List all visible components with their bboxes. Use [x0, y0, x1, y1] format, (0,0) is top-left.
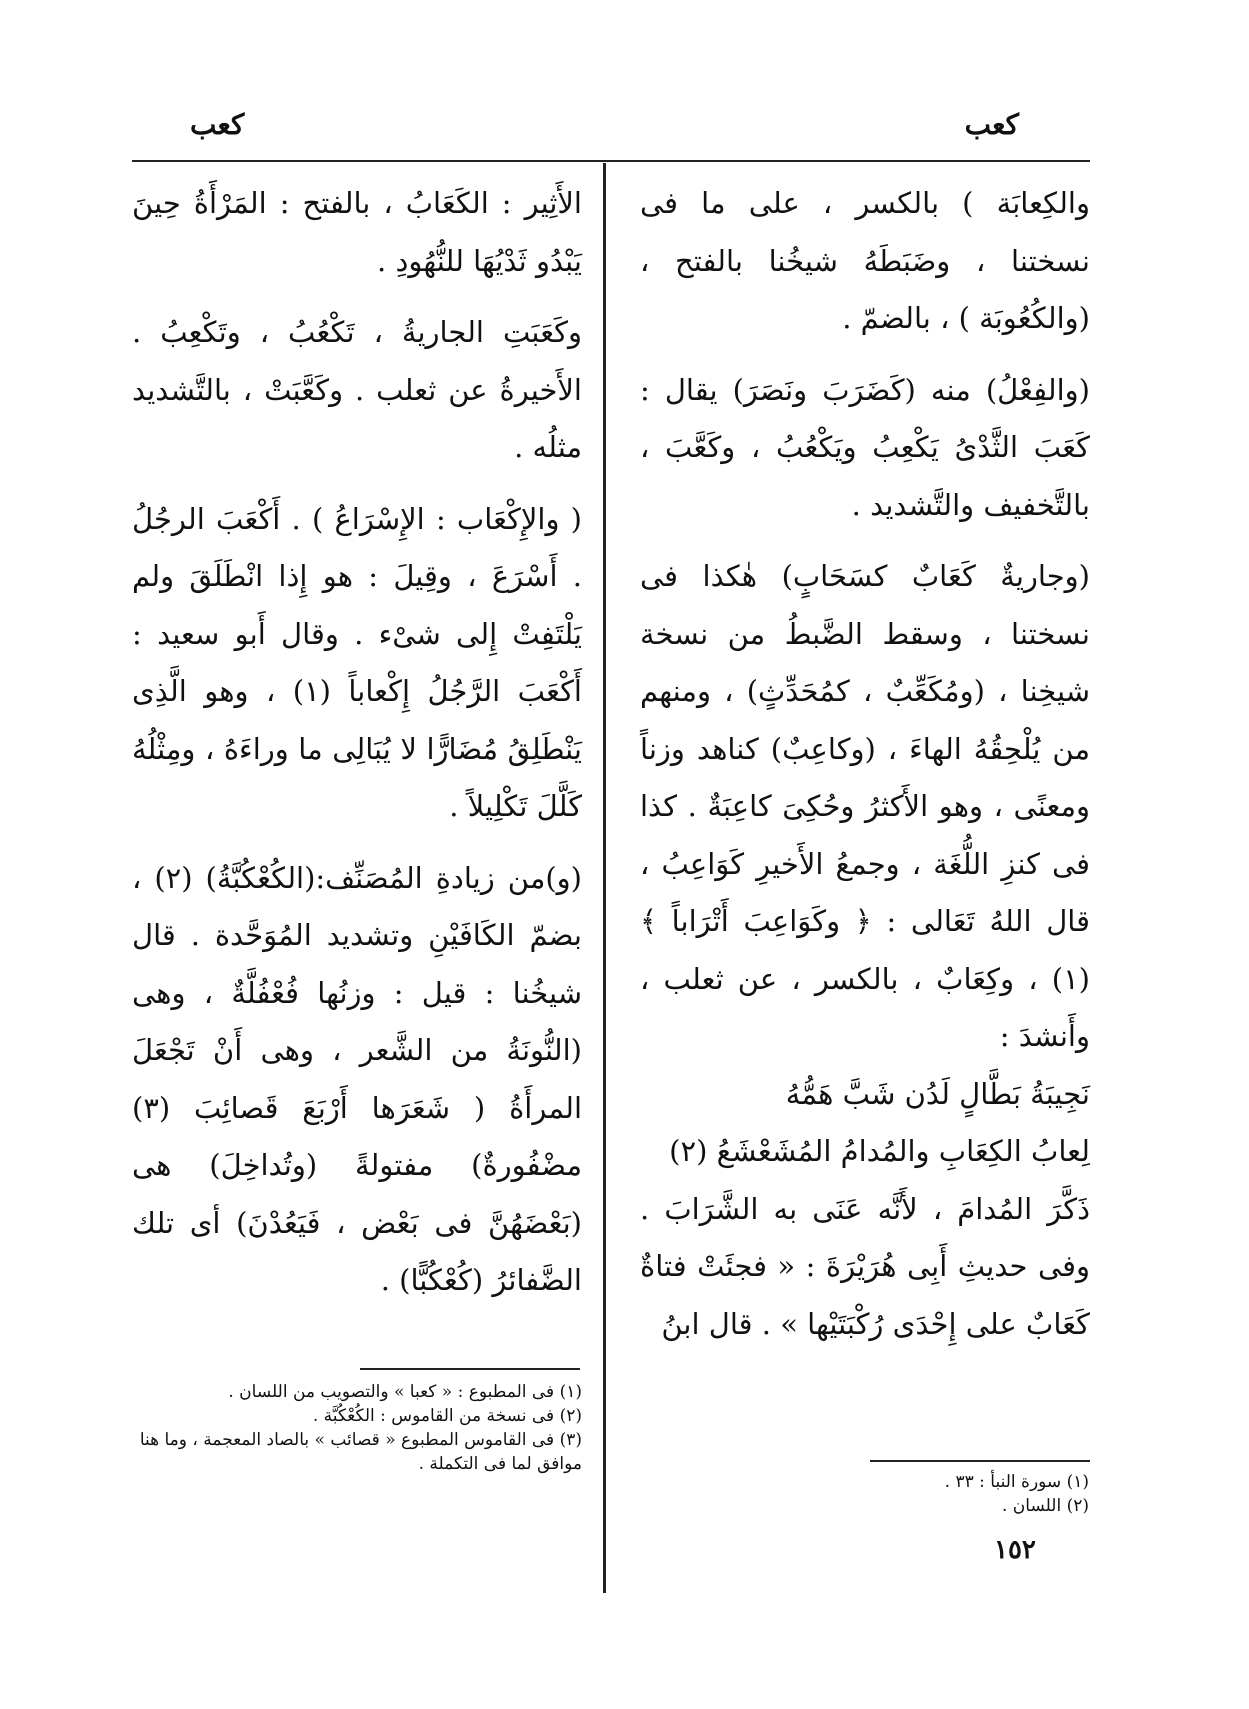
header-rule	[132, 160, 1090, 162]
paragraph: ( والإِكْعَاب : الإِسْرَاعُ ) . أَكْعَبَ الرجُلُ . أَسْرَعَ ، وقِيلَ : هو إِذا انْطَلَقَ ولم يَلْتَفِتْ إِلى شىْء . وقال أَبو سعيد : أَكْعَبَ الرَّجُلُ إِكْعاباً (١) ، وهو الَّذِى يَنْطَلِقُ مُضَارًّا لا يُبَالِى ما وراءَهُ ، ومِثْلُهُ كَلَّلَ تَكْلِيلاً .	[132, 501, 582, 823]
right-column	[640, 175, 1090, 1353]
paragraph: والكِعابَة ) بالكسر ، على ما فى نسختنا ، وضَبَطَهُ شيخُنا بالفتح ،(والكُعُوبَة ) ، بالضمّ .	[640, 186, 1090, 335]
verse-line: لِعابُ الكِعَابِ والمُدامُ المُشَعْشَعُ (٢)	[669, 1134, 1090, 1168]
column-divider	[603, 163, 606, 1593]
footnote-rule-right	[870, 1460, 1090, 1462]
paragraph: (و)من زيادةِ المُصَنِّف:(الكُعْكُبَّةُ) (٢) ، بضمّ الكَافَيْنِ وتشديد المُوَحَّدة . قال شيخُنا : قيل : وزنُها فُعْفُلَّةٌ ، وهى (النُّونَةُ من الشَّعر ، وهى أَنْ تَجْعَلَ المرأَةُ ( شَعَرَها أَرْبَعَ قَصائِبَ (٣) مضْفُورةٌ) مفتولةً (وتُداخِلَ) هى (بَعْضَهُنَّ فى بَعْض ، فَيَعُدْنَ) أى تلك الضَّفائرُ (كُعْكُبًّا) .	[132, 860, 582, 1297]
footnote: (٢) اللسان .	[1002, 1496, 1089, 1516]
paragraph: (والفِعْلُ) منه (كَضَرَبَ ونَصَرَ) يقال : كَعَبَ الثَّدْىُ يَكْعِبُ ويَكْعُبُ ، وكَعَّبَ ، بالتَّخفيف والتَّشديد .	[640, 372, 1090, 522]
page-number: ١٥٢	[994, 1535, 1036, 1565]
paragraph: وكَعَبَتِ الجاريةُ ، تَكْعُبُ ، وتَكْعِبُ . الأَخيرةُ عن ثعلب . وكَعَّبَتْ ، بالتَّشديد مثلُه .	[132, 315, 582, 464]
verse-line: نَجِيبَةُ بَطَّالٍ لَدُن شَبَّ هَمُّهُ	[785, 1076, 1090, 1111]
footnote-rule-left	[360, 1368, 580, 1370]
footnote: (١) فى المطبوع : « كعبا » والتصويب من اللسان .	[228, 1382, 582, 1402]
footnote: (١) سورة النبأ : ٣٣ .	[944, 1472, 1089, 1492]
running-head-right: كعب	[964, 108, 1019, 141]
left-column	[132, 175, 582, 1310]
footnote: (٢) فى نسخة من القاموس : الكُعْكُبَّة .	[312, 1406, 582, 1426]
footnotes-left	[132, 1380, 582, 1476]
footnotes-right	[869, 1470, 1089, 1518]
paragraph: الأَثِير : الكَعَابُ ، بالفتح : المَرْأَةُ حِينَ يَبْدُو ثَدْيُهَا للنُّهُودِ .	[132, 186, 582, 278]
paragraph: ذَكَّرَ المُدامَ ، لأَنَّه عَنَى به الشَّرَابَ . وفى حديثِ أَبِى هُرَيْرَةَ : « فجئَتْ فتاةٌ كَعَابٌ على إِحْدَى رُكْبَتَيْها » . قال ابنُ	[640, 1191, 1090, 1341]
footnote: (٣) فى القاموس المطبوع « قصائب » بالصاد المعجمة ، وما هنا موافق لما فى التكملة .	[139, 1430, 582, 1474]
running-head-left: كعب	[190, 108, 245, 141]
paragraph: (وجاريةٌ كَعَابٌ كسَحَابٍ) هٰكذا فى نسختنا ، وسقط الضَّبطُ من نسخة شيخِنا ، (ومُكَعِّبٌ ، كمُحَدِّثٍ) ، ومنهم من يُلْحِقُهُ الهاءَ ، (وكاعِبٌ) كناهد وزناً ومعنًى ، وهو الأَكثرُ وحُكِىَ كاعِبَةٌ . كذا فى كنزِ اللُّغَة ، وجمعُ الأَخيرِ كَوَاعِبُ ، قال اللهُ تَعَالى : ﴿ وكَوَاعِبَ أَتْرَاباً ﴾ (١) ، وكِعَابٌ ، بالكسر ، عن ثعلب ، وأَنشدَ :	[640, 559, 1090, 1053]
